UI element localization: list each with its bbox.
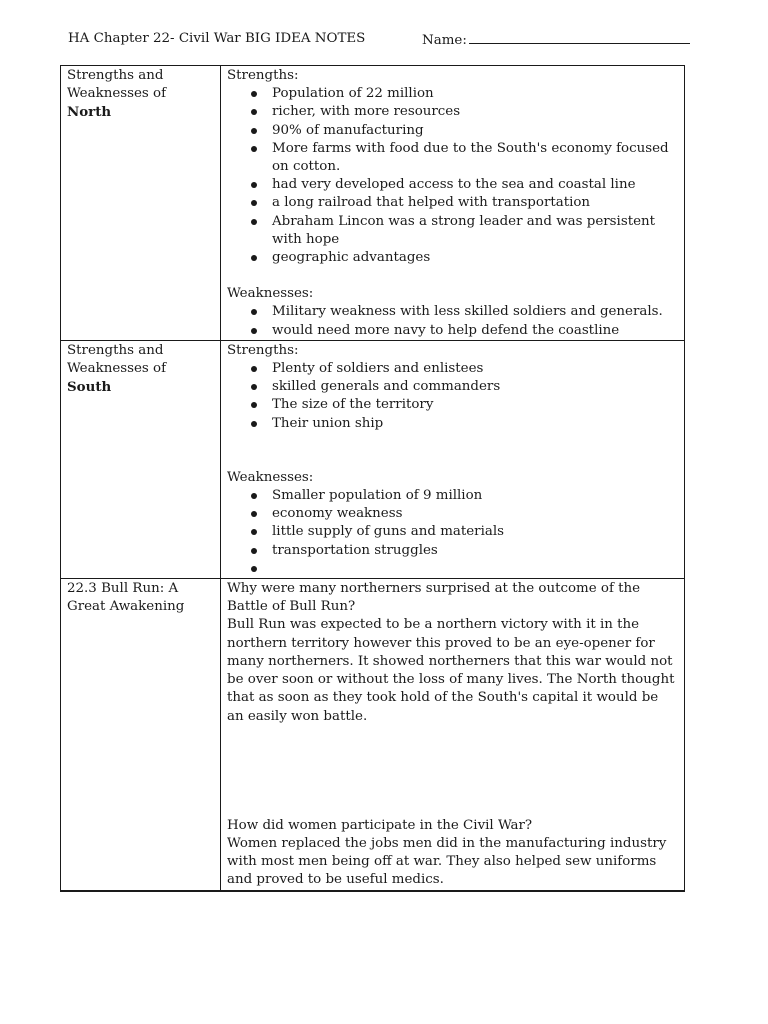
list-item: Military weakness with less skilled soldiers and generals. xyxy=(272,303,678,321)
name-blank-line xyxy=(469,29,690,44)
table-row-north xyxy=(61,66,685,341)
list-item: transportation struggles xyxy=(272,542,678,560)
spacer xyxy=(227,267,678,285)
topic-label-north: North xyxy=(67,104,112,121)
south-weaknesses-list xyxy=(227,487,678,578)
topic-label-prefix: Strengths and Weaknesses of xyxy=(67,342,167,377)
name-label: Name: xyxy=(422,33,467,48)
list-item: would need more navy to help defend the coastline xyxy=(272,322,678,340)
list-item: Plenty of soldiers and enlistees xyxy=(272,360,678,378)
spacer xyxy=(227,726,678,817)
topic-label-bull-run: 22.3 Bull Run: A Great Awakening xyxy=(67,581,185,615)
list-item: 90% of manufacturing xyxy=(272,122,678,140)
table-row-bull-run xyxy=(61,579,685,891)
list-item: economy weakness xyxy=(272,505,678,523)
weaknesses-label: Weaknesses: xyxy=(227,286,314,302)
list-item: More farms with food due to the South's economy focused on cotton. xyxy=(272,140,678,176)
topic-cell-bull-run xyxy=(61,579,221,891)
question-2: How did women participate in the Civil War? xyxy=(227,817,533,833)
document-title: HA Chapter 22- Civil War BIG IDEA NOTES xyxy=(68,31,366,46)
topic-label-prefix: Strengths and Weaknesses of xyxy=(67,68,167,102)
list-item: Abraham Lincon was a strong leader and was persistent with hope xyxy=(272,213,678,249)
strengths-label: Strengths: xyxy=(227,342,299,358)
list-item: a long railroad that helped with transportation xyxy=(272,194,678,212)
answer-2: Women replaced the jobs men did in the manufacturing industry with most men being off at war. They also helped sew uniforms and proved to be useful medics. xyxy=(227,835,667,888)
spacer xyxy=(227,433,678,469)
topic-cell-south xyxy=(61,340,221,578)
list-item: Their union ship xyxy=(272,415,678,433)
list-item: Smaller population of 9 million xyxy=(272,487,678,505)
page-header xyxy=(68,29,708,49)
notes-cell-south xyxy=(221,340,685,578)
name-field xyxy=(422,29,690,51)
south-strengths-list xyxy=(227,360,678,433)
list-item: The size of the territory xyxy=(272,396,678,414)
topic-cell-north xyxy=(61,66,221,341)
list-item: richer, with more resources xyxy=(272,103,678,121)
notes-table xyxy=(60,65,685,892)
table-row-south xyxy=(61,340,685,578)
strengths-label: Strengths: xyxy=(227,68,299,83)
list-item: geographic advantages xyxy=(272,249,678,267)
topic-label-south: South xyxy=(67,379,112,396)
list-item: Population of 22 million xyxy=(272,85,678,103)
weaknesses-label: Weaknesses: xyxy=(227,469,314,485)
north-strengths-list xyxy=(227,85,678,267)
answer-1: Bull Run was expected to be a northern victory with it in the northern territory however this proved to be an eye-opener for many northerners. It showed northerners that this war would not be over soon or without the loss of many lives. The North thought that as soon as they took hold of the South's capital it would be an easily won battle. xyxy=(227,617,675,724)
list-item: had very developed access to the sea and coastal line xyxy=(272,176,678,194)
notes-cell-north xyxy=(221,66,685,341)
list-item: skilled generals and commanders xyxy=(272,378,678,396)
notes-cell-bull-run xyxy=(221,579,685,891)
list-item xyxy=(272,560,678,578)
question-1: Why were many northerners surprised at the outcome of the Battle of Bull Run? xyxy=(227,581,641,615)
north-weaknesses-list xyxy=(227,303,678,339)
list-item: little supply of guns and materials xyxy=(272,523,678,541)
